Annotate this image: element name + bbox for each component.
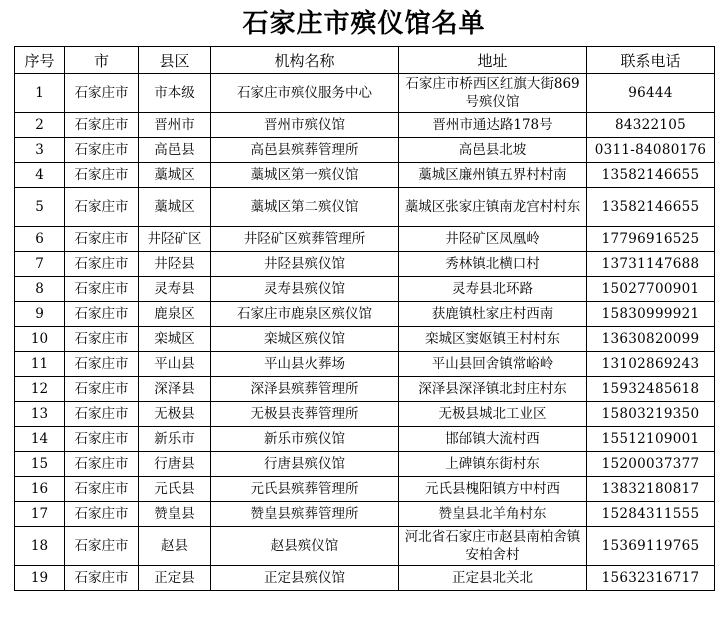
cell-city: 石家庄市	[65, 327, 139, 352]
table-row	[15, 302, 715, 327]
cell-organization: 石家庄市殡仪服务中心	[211, 74, 399, 113]
cell-phone: 15200037377	[587, 452, 715, 477]
cell-city: 石家庄市	[65, 252, 139, 277]
cell-district: 赞皇县	[139, 502, 211, 527]
cell-phone: 13102869243	[587, 352, 715, 377]
cell-organization: 平山县火葬场	[211, 352, 399, 377]
cell-city: 石家庄市	[65, 188, 139, 227]
cell-phone: 15632316717	[587, 566, 715, 591]
cell-city: 石家庄市	[65, 138, 139, 163]
table-row	[15, 163, 715, 188]
cell-index: 4	[15, 163, 65, 188]
cell-index: 7	[15, 252, 65, 277]
cell-district: 新乐市	[139, 427, 211, 452]
table-row	[15, 327, 715, 352]
cell-organization: 赵县殡仪馆	[211, 527, 399, 566]
cell-city: 石家庄市	[65, 566, 139, 591]
header-city: 市	[65, 47, 139, 74]
cell-phone: 15803219350	[587, 402, 715, 427]
cell-district: 藁城区	[139, 163, 211, 188]
cell-address: 灵寿县北环路	[399, 277, 587, 302]
cell-phone: 15369119765	[587, 527, 715, 566]
cell-phone: 15284311555	[587, 502, 715, 527]
cell-index: 18	[15, 527, 65, 566]
table-row	[15, 377, 715, 402]
cell-index: 13	[15, 402, 65, 427]
cell-index: 15	[15, 452, 65, 477]
table-row	[15, 477, 715, 502]
cell-district: 井陉矿区	[139, 227, 211, 252]
table-row	[15, 113, 715, 138]
cell-city: 石家庄市	[65, 502, 139, 527]
cell-city: 石家庄市	[65, 352, 139, 377]
cell-address: 藁城区张家庄镇南龙宫村村东	[399, 188, 587, 227]
cell-address: 河北省石家庄市赵县南柏舍镇安柏舍村	[399, 527, 587, 566]
cell-address: 高邑县北坡	[399, 138, 587, 163]
cell-address: 井陉矿区凤凰岭	[399, 227, 587, 252]
cell-address: 石家庄市桥西区红旗大街869号殡仪馆	[399, 74, 587, 113]
header-organization: 机构名称	[211, 47, 399, 74]
cell-organization: 藁城区第二殡仪馆	[211, 188, 399, 227]
cell-organization: 无极县丧葬管理所	[211, 402, 399, 427]
cell-city: 石家庄市	[65, 377, 139, 402]
cell-district: 平山县	[139, 352, 211, 377]
cell-district: 正定县	[139, 566, 211, 591]
cell-address: 邯邰镇大流村西	[399, 427, 587, 452]
table-row	[15, 138, 715, 163]
cell-organization: 灵寿县殡仪馆	[211, 277, 399, 302]
cell-district: 鹿泉区	[139, 302, 211, 327]
cell-phone: 13832180817	[587, 477, 715, 502]
cell-organization: 正定县殡仪馆	[211, 566, 399, 591]
cell-district: 晋州市	[139, 113, 211, 138]
cell-index: 14	[15, 427, 65, 452]
cell-address: 元氏县槐阳镇方中村西	[399, 477, 587, 502]
cell-phone: 15027700901	[587, 277, 715, 302]
cell-organization: 藁城区第一殡仪馆	[211, 163, 399, 188]
cell-address: 无极县城北工业区	[399, 402, 587, 427]
table-row	[15, 452, 715, 477]
cell-organization: 新乐市殡仪馆	[211, 427, 399, 452]
table-row	[15, 252, 715, 277]
cell-index: 8	[15, 277, 65, 302]
cell-organization: 井陉县殡仪馆	[211, 252, 399, 277]
cell-index: 1	[15, 74, 65, 113]
cell-district: 藁城区	[139, 188, 211, 227]
cell-phone: 15512109001	[587, 427, 715, 452]
cell-phone: 13582146655	[587, 188, 715, 227]
table-row	[15, 427, 715, 452]
cell-district: 灵寿县	[139, 277, 211, 302]
table-row	[15, 227, 715, 252]
table-row	[15, 188, 715, 227]
cell-address: 秀林镇北横口村	[399, 252, 587, 277]
cell-organization: 井陉矿区殡葬管理所	[211, 227, 399, 252]
cell-address: 栾城区窦妪镇王村村东	[399, 327, 587, 352]
cell-organization: 行唐县殡仪馆	[211, 452, 399, 477]
cell-city: 石家庄市	[65, 74, 139, 113]
cell-index: 19	[15, 566, 65, 591]
cell-index: 10	[15, 327, 65, 352]
header-district: 县区	[139, 47, 211, 74]
header-phone: 联系电话	[587, 47, 715, 74]
cell-organization: 晋州市殡仪馆	[211, 113, 399, 138]
table-row	[15, 277, 715, 302]
cell-city: 石家庄市	[65, 163, 139, 188]
table-header-row	[15, 47, 715, 74]
cell-organization: 栾城区殡仪馆	[211, 327, 399, 352]
cell-index: 6	[15, 227, 65, 252]
table-row	[15, 402, 715, 427]
table-row	[15, 502, 715, 527]
cell-city: 石家庄市	[65, 477, 139, 502]
cell-organization: 元氏县殡葬管理所	[211, 477, 399, 502]
cell-organization: 赞皇县殡葬管理所	[211, 502, 399, 527]
cell-index: 2	[15, 113, 65, 138]
cell-city: 石家庄市	[65, 302, 139, 327]
table-row	[15, 74, 715, 113]
cell-district: 行唐县	[139, 452, 211, 477]
cell-city: 石家庄市	[65, 452, 139, 477]
cell-index: 16	[15, 477, 65, 502]
cell-district: 无极县	[139, 402, 211, 427]
funeral-home-table	[14, 46, 715, 591]
cell-index: 11	[15, 352, 65, 377]
table-row	[15, 527, 715, 566]
cell-city: 石家庄市	[65, 402, 139, 427]
cell-address: 正定县北关北	[399, 566, 587, 591]
cell-phone: 17796916525	[587, 227, 715, 252]
cell-address: 上碑镇东街村东	[399, 452, 587, 477]
cell-phone: 96444	[587, 74, 715, 113]
cell-organization: 石家庄市鹿泉区殡仪馆	[211, 302, 399, 327]
cell-district: 元氏县	[139, 477, 211, 502]
cell-address: 赞皇县北羊角村东	[399, 502, 587, 527]
cell-index: 5	[15, 188, 65, 227]
cell-phone: 0311-84080176	[587, 138, 715, 163]
cell-district: 深泽县	[139, 377, 211, 402]
cell-index: 9	[15, 302, 65, 327]
cell-city: 石家庄市	[65, 277, 139, 302]
cell-city: 石家庄市	[65, 227, 139, 252]
cell-address: 平山县回舍镇常峪岭	[399, 352, 587, 377]
cell-district: 赵县	[139, 527, 211, 566]
cell-city: 石家庄市	[65, 427, 139, 452]
cell-city: 石家庄市	[65, 527, 139, 566]
table-row	[15, 566, 715, 591]
cell-phone: 13731147688	[587, 252, 715, 277]
cell-district: 高邑县	[139, 138, 211, 163]
table-row	[15, 352, 715, 377]
cell-index: 12	[15, 377, 65, 402]
header-index: 序号	[15, 47, 65, 74]
cell-city: 石家庄市	[65, 113, 139, 138]
cell-address: 藁城区廉州镇五界村村南	[399, 163, 587, 188]
cell-phone: 13630820099	[587, 327, 715, 352]
cell-phone: 13582146655	[587, 163, 715, 188]
cell-phone: 84322105	[587, 113, 715, 138]
cell-phone: 15830999921	[587, 302, 715, 327]
cell-district: 井陉县	[139, 252, 211, 277]
cell-organization: 高邑县殡葬管理所	[211, 138, 399, 163]
cell-district: 市本级	[139, 74, 211, 113]
cell-address: 获鹿镇杜家庄村西南	[399, 302, 587, 327]
cell-index: 17	[15, 502, 65, 527]
cell-address: 晋州市通达路178号	[399, 113, 587, 138]
cell-phone: 15932485618	[587, 377, 715, 402]
cell-address: 深泽县深泽镇北封庄村东	[399, 377, 587, 402]
document-title: 石家庄市殡仪馆名单	[242, 9, 486, 39]
header-address: 地址	[399, 47, 587, 74]
cell-district: 栾城区	[139, 327, 211, 352]
cell-organization: 深泽县殡葬管理所	[211, 377, 399, 402]
cell-index: 3	[15, 138, 65, 163]
